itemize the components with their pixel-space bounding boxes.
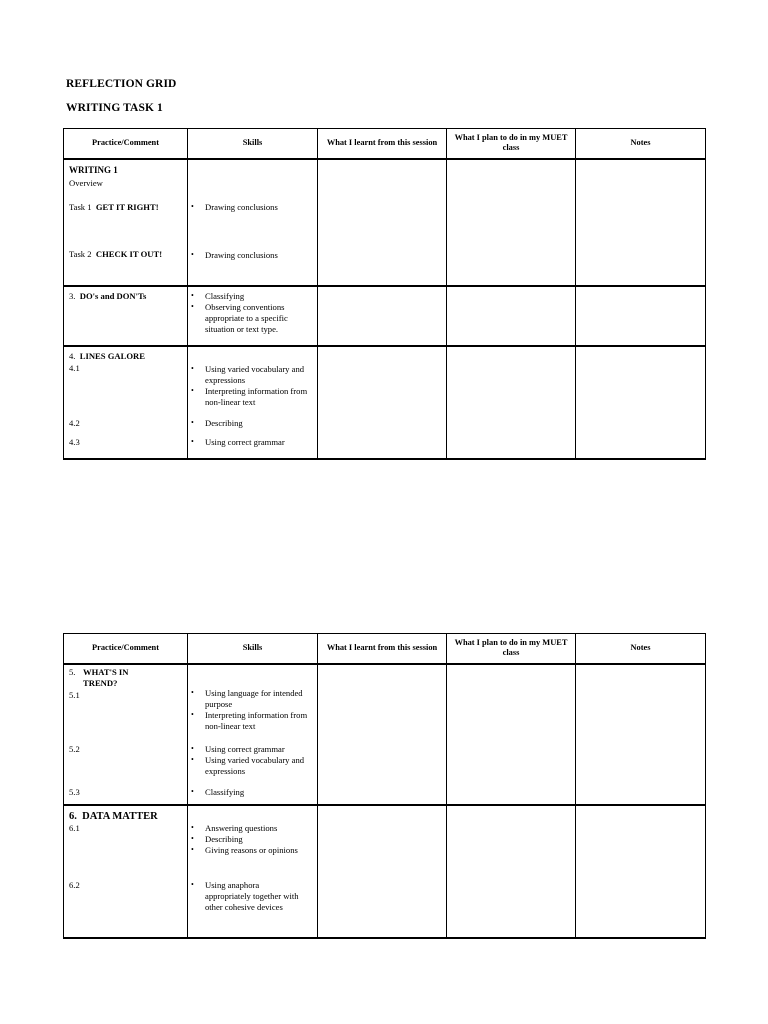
notes-cell[interactable] [576,159,706,286]
bullet-icon: • [191,385,194,395]
bullet-icon: • [191,363,194,373]
bullet-icon: • [191,833,194,843]
skill-item: • Drawing conclusions [188,250,315,261]
plan-cell[interactable] [447,286,576,346]
bullet-icon: • [191,822,194,832]
table-row [64,286,706,346]
practice-cell [64,664,188,805]
section-title: WRITING 1 [69,164,118,175]
sub-number: 4.3 [69,436,80,447]
bullet-icon: • [191,290,194,300]
col-header-learnt: What I learnt from this session [318,129,447,159]
practice-cell [64,159,188,286]
overview-label: Overview [69,177,103,188]
task-name: GET IT RIGHT! [95,201,159,212]
task-1-label [69,202,159,213]
table-row [64,805,706,938]
table-row [64,346,706,459]
col-header-learnt: What I learnt from this session [318,634,447,664]
skill-item: • Using anaphora appropriately together with other cohesive devices [188,880,305,913]
bullet-icon: • [191,436,194,446]
skill-item: • Describing [188,834,305,845]
skills-cell [188,805,318,938]
bullet-icon: • [191,417,194,427]
skills-cell [188,286,318,346]
bullet-icon: • [191,249,194,259]
notes-cell[interactable] [576,664,706,805]
skill-item: • Using varied vocabulary and expressions [188,364,315,386]
plan-cell[interactable] [447,664,576,805]
notes-cell[interactable] [576,346,706,459]
reflection-table-2 [63,633,706,939]
col-header-skills: Skills [188,634,318,664]
practice-cell [64,346,188,459]
notes-cell[interactable] [576,286,706,346]
col-header-practice: Practice/Comment [64,634,188,664]
bullet-icon: • [191,754,194,764]
skill-item: • Answering questions [188,823,305,834]
practice-cell [64,805,188,938]
table-row [64,159,706,286]
section-title: 6. DATA MATTER [69,810,158,822]
col-header-plan: What I plan to do in my MUET class [447,634,576,664]
task-prefix: Task 1 [69,201,92,212]
sub-number: 4.1 [69,362,80,373]
skill-item: • Classifying [188,291,315,302]
skill-item: • Drawing conclusions [188,202,315,213]
col-header-notes: Notes [576,634,706,664]
skills-cell [188,159,318,286]
skill-item: • Describing [188,418,315,429]
section-title: 3. DO's and DON'Ts [69,290,147,301]
section-title: 5. WHAT'S IN TREND? [69,666,129,688]
plan-cell[interactable] [447,346,576,459]
page-subtitle: WRITING TASK 1 [66,102,163,114]
skill-item: • Classifying [188,787,315,798]
sub-number: 5.3 [69,786,80,797]
learnt-cell[interactable] [318,286,447,346]
col-header-notes: Notes [576,129,706,159]
notes-cell[interactable] [576,805,706,938]
skill-item: • Interpreting information from non-linear text [188,386,315,408]
learnt-cell[interactable] [318,159,447,286]
reflection-table-1 [63,128,706,460]
plan-cell[interactable] [447,159,576,286]
learnt-cell[interactable] [318,346,447,459]
bullet-icon: • [191,687,194,697]
practice-cell [64,286,188,346]
sub-number: 4.2 [69,417,80,428]
sub-number: 5.1 [69,689,80,700]
bullet-icon: • [191,301,194,311]
skill-item: • Using language for intended purpose [188,688,309,710]
sub-number: 5.2 [69,743,80,754]
task-name: CHECK IT OUT! [95,248,163,259]
skill-item: • Interpreting information from non-linear text [188,710,309,732]
sub-number: 6.2 [69,879,80,890]
task-prefix: Task 2 [69,248,92,259]
col-header-plan: What I plan to do in my MUET class [447,129,576,159]
bullet-icon: • [191,786,194,796]
bullet-icon: • [191,201,194,211]
bullet-icon: • [191,844,194,854]
plan-cell[interactable] [447,805,576,938]
sub-number: 6.1 [69,822,80,833]
col-header-practice: Practice/Comment [64,129,188,159]
task-2-label [69,249,162,260]
skill-item: • Giving reasons or opinions [188,845,305,856]
bullet-icon: • [191,879,194,889]
skill-item: • Using correct grammar [188,744,315,755]
skill-item: • Using varied vocabulary and expressions [188,755,315,777]
skills-cell [188,346,318,459]
skill-item: • Using correct grammar [188,437,315,448]
learnt-cell[interactable] [318,664,447,805]
skill-item: • Observing conventions appropriate to a specific situation or text type. [188,302,315,335]
bullet-icon: • [191,743,194,753]
skills-cell [188,664,318,805]
bullet-icon: • [191,709,194,719]
table-row [64,664,706,805]
section-title: 4. LINES GALORE [69,350,145,361]
col-header-skills: Skills [188,129,318,159]
learnt-cell[interactable] [318,805,447,938]
page-title: REFLECTION GRID [66,78,177,90]
